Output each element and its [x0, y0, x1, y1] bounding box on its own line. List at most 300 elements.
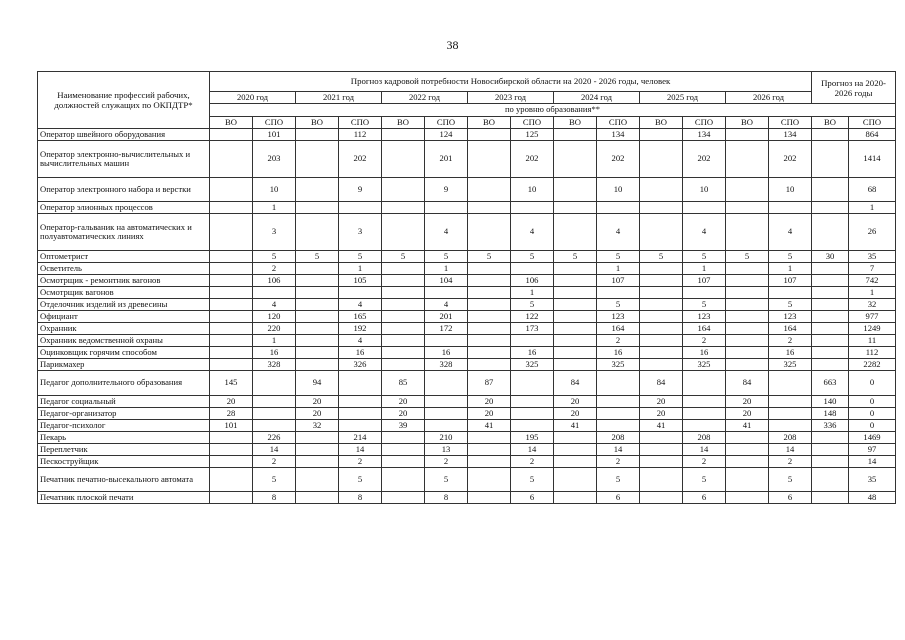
value-spo: 13 [425, 444, 468, 456]
value-vo [812, 347, 849, 359]
value-vo [554, 444, 597, 456]
value-spo: 10 [683, 178, 726, 202]
value-spo: 122 [511, 311, 554, 323]
value-spo: 16 [683, 347, 726, 359]
value-spo: 208 [769, 432, 812, 444]
value-spo: 326 [339, 359, 382, 371]
value-vo [210, 299, 253, 311]
value-vo [554, 202, 597, 214]
value-spo: 6 [511, 492, 554, 504]
value-spo: 201 [425, 311, 468, 323]
value-spo: 123 [597, 311, 640, 323]
value-spo [769, 371, 812, 396]
value-spo [511, 408, 554, 420]
value-spo: 220 [253, 323, 296, 335]
value-spo: 328 [253, 359, 296, 371]
value-vo [640, 214, 683, 251]
value-spo: 9 [339, 178, 382, 202]
value-vo [468, 299, 511, 311]
value-vo [468, 129, 511, 141]
profession-name: Педагог дополнительного образования [38, 371, 210, 396]
value-spo: 16 [511, 347, 554, 359]
value-vo [210, 335, 253, 347]
value-spo [253, 371, 296, 396]
value-vo [640, 141, 683, 178]
value-spo: 2 [597, 335, 640, 347]
value-vo [812, 444, 849, 456]
value-spo: 4 [425, 214, 468, 251]
value-vo [468, 444, 511, 456]
value-vo [726, 456, 769, 468]
value-vo [726, 492, 769, 504]
value-vo [296, 323, 339, 335]
value-vo [210, 444, 253, 456]
value-spo: 3 [339, 214, 382, 251]
value-spo: 124 [425, 129, 468, 141]
value-vo [296, 432, 339, 444]
value-vo [382, 129, 425, 141]
value-vo [382, 359, 425, 371]
value-spo: 35 [849, 251, 896, 263]
header-spo: СПО [597, 117, 640, 129]
header-total-title: Прогноз на 2020-2026 годы [812, 72, 896, 104]
value-spo: 5 [425, 251, 468, 263]
value-spo: 5 [769, 299, 812, 311]
value-vo: 94 [296, 371, 339, 396]
value-vo [382, 335, 425, 347]
value-spo [769, 396, 812, 408]
value-vo [468, 178, 511, 202]
value-vo: 5 [726, 251, 769, 263]
profession-name: Пескоструйщик [38, 456, 210, 468]
value-spo: 5 [683, 299, 726, 311]
value-vo [468, 214, 511, 251]
value-vo [640, 468, 683, 492]
value-vo: 101 [210, 420, 253, 432]
value-vo [640, 335, 683, 347]
value-spo [339, 371, 382, 396]
value-spo: 5 [769, 251, 812, 263]
value-spo: 2 [597, 456, 640, 468]
value-vo [296, 444, 339, 456]
table-row [38, 141, 896, 178]
value-spo: 5 [597, 299, 640, 311]
header-spo: СПО [339, 117, 382, 129]
table-row [38, 214, 896, 251]
value-vo [210, 251, 253, 263]
value-spo: 11 [849, 335, 896, 347]
value-spo: 5 [597, 251, 640, 263]
value-vo: 20 [210, 396, 253, 408]
value-vo [726, 287, 769, 299]
value-spo: 1249 [849, 323, 896, 335]
value-vo [382, 432, 425, 444]
value-spo: 325 [511, 359, 554, 371]
value-spo: 1 [253, 335, 296, 347]
value-spo: 2 [425, 456, 468, 468]
value-spo [769, 287, 812, 299]
value-spo [597, 371, 640, 396]
value-spo [769, 420, 812, 432]
value-vo [296, 275, 339, 287]
profession-name: Переплетчик [38, 444, 210, 456]
value-spo: 202 [511, 141, 554, 178]
value-spo: 742 [849, 275, 896, 287]
value-vo [468, 141, 511, 178]
value-spo [339, 420, 382, 432]
table-row [38, 263, 896, 275]
value-spo: 1 [683, 263, 726, 275]
value-vo: 28 [210, 408, 253, 420]
value-spo [597, 202, 640, 214]
value-spo: 1 [849, 287, 896, 299]
value-vo [812, 311, 849, 323]
value-vo [640, 178, 683, 202]
table-row [38, 287, 896, 299]
profession-name: Педагог-психолог [38, 420, 210, 432]
value-vo: 20 [296, 408, 339, 420]
value-spo [683, 396, 726, 408]
value-spo: 164 [683, 323, 726, 335]
value-vo [296, 202, 339, 214]
table-row [38, 347, 896, 359]
value-vo [726, 263, 769, 275]
header-education-level: по уровню образования** [210, 104, 896, 117]
value-vo [812, 214, 849, 251]
value-vo [210, 141, 253, 178]
value-spo: 2 [511, 456, 554, 468]
value-spo [683, 408, 726, 420]
profession-name: Оператор швейного оборудования [38, 129, 210, 141]
value-vo [554, 214, 597, 251]
value-spo: 1 [425, 263, 468, 275]
value-vo [812, 492, 849, 504]
value-spo: 202 [597, 141, 640, 178]
value-spo: 325 [769, 359, 812, 371]
value-vo: 20 [468, 408, 511, 420]
value-spo [769, 202, 812, 214]
value-spo: 0 [849, 396, 896, 408]
value-spo [683, 420, 726, 432]
value-vo: 84 [554, 371, 597, 396]
value-spo: 226 [253, 432, 296, 444]
value-vo [382, 263, 425, 275]
value-vo [726, 202, 769, 214]
profession-name: Оператор электронного набора и верстки [38, 178, 210, 202]
value-vo [640, 347, 683, 359]
value-spo [339, 287, 382, 299]
value-spo [511, 371, 554, 396]
value-vo [382, 287, 425, 299]
value-vo: 20 [640, 408, 683, 420]
value-vo: 84 [640, 371, 683, 396]
value-vo [640, 311, 683, 323]
value-spo: 4 [253, 299, 296, 311]
value-vo: 20 [554, 408, 597, 420]
value-spo [597, 287, 640, 299]
header-year: 2023 год [468, 92, 554, 104]
value-vo [640, 129, 683, 141]
value-vo [296, 359, 339, 371]
value-spo: 0 [849, 420, 896, 432]
value-spo: 5 [769, 468, 812, 492]
value-vo [812, 359, 849, 371]
value-vo [468, 335, 511, 347]
value-vo: 145 [210, 371, 253, 396]
value-spo [425, 408, 468, 420]
value-spo: 4 [511, 214, 554, 251]
table-row [38, 178, 896, 202]
value-vo [554, 359, 597, 371]
value-vo [812, 202, 849, 214]
value-vo [210, 287, 253, 299]
table-row [38, 251, 896, 263]
value-vo [554, 311, 597, 323]
value-spo [253, 396, 296, 408]
value-spo: 10 [769, 178, 812, 202]
table-row [38, 456, 896, 468]
value-vo [812, 287, 849, 299]
value-vo [382, 444, 425, 456]
value-vo [554, 287, 597, 299]
value-spo [597, 396, 640, 408]
value-spo: 977 [849, 311, 896, 323]
value-spo: 6 [597, 492, 640, 504]
value-vo [726, 275, 769, 287]
value-spo: 6 [683, 492, 726, 504]
value-spo: 4 [769, 214, 812, 251]
value-vo [296, 214, 339, 251]
value-vo [210, 214, 253, 251]
profession-name: Оцинковщик горячим способом [38, 347, 210, 359]
value-spo [339, 202, 382, 214]
value-vo [296, 347, 339, 359]
value-vo [726, 432, 769, 444]
value-spo: 864 [849, 129, 896, 141]
value-spo: 112 [849, 347, 896, 359]
value-vo [640, 456, 683, 468]
table-row [38, 335, 896, 347]
value-vo [296, 456, 339, 468]
value-vo [726, 299, 769, 311]
table-row [38, 468, 896, 492]
value-spo: 10 [597, 178, 640, 202]
value-spo: 173 [511, 323, 554, 335]
value-spo [683, 287, 726, 299]
value-vo: 20 [382, 408, 425, 420]
value-vo [554, 299, 597, 311]
value-vo [468, 275, 511, 287]
value-vo: 20 [554, 396, 597, 408]
value-spo: 164 [769, 323, 812, 335]
profession-name: Печатник плоской печати [38, 492, 210, 504]
value-spo [339, 396, 382, 408]
value-vo [468, 468, 511, 492]
value-spo: 1414 [849, 141, 896, 178]
value-spo [425, 371, 468, 396]
value-vo [210, 323, 253, 335]
value-vo [468, 202, 511, 214]
value-spo [511, 335, 554, 347]
value-spo [425, 287, 468, 299]
value-vo [726, 359, 769, 371]
value-vo [468, 492, 511, 504]
table-row [38, 432, 896, 444]
value-vo [468, 456, 511, 468]
value-spo: 6 [769, 492, 812, 504]
profession-name: Оператор электронно-вычислительных и вычислительных машин [38, 141, 210, 178]
value-spo: 5 [683, 468, 726, 492]
value-vo [210, 263, 253, 275]
value-vo [468, 432, 511, 444]
value-vo: 41 [726, 420, 769, 432]
value-spo: 210 [425, 432, 468, 444]
value-vo [382, 323, 425, 335]
value-vo: 663 [812, 371, 849, 396]
value-vo [812, 178, 849, 202]
value-vo [468, 287, 511, 299]
value-spo: 107 [597, 275, 640, 287]
value-spo: 4 [425, 299, 468, 311]
value-spo: 68 [849, 178, 896, 202]
value-spo: 3 [253, 214, 296, 251]
value-vo: 20 [296, 396, 339, 408]
value-vo [554, 432, 597, 444]
value-vo [640, 299, 683, 311]
value-vo [726, 129, 769, 141]
value-spo: 2 [683, 335, 726, 347]
value-vo [640, 323, 683, 335]
value-spo [511, 420, 554, 432]
value-spo [425, 202, 468, 214]
table-row [38, 311, 896, 323]
value-vo: 5 [554, 251, 597, 263]
profession-name: Оператор элионных процессов [38, 202, 210, 214]
value-vo: 32 [296, 420, 339, 432]
value-vo: 5 [640, 251, 683, 263]
value-spo: 35 [849, 468, 896, 492]
value-vo [468, 347, 511, 359]
profession-name: Официант [38, 311, 210, 323]
header-forecast-title: Прогноз кадровой потребности Новосибирской области на 2020 - 2026 годы, человек [210, 72, 812, 92]
value-spo: 2 [253, 263, 296, 275]
value-spo: 134 [683, 129, 726, 141]
value-spo: 5 [339, 468, 382, 492]
value-vo [726, 141, 769, 178]
profession-name: Оператор-гальваник на автоматических и полуавтоматических линиях [38, 214, 210, 251]
value-vo: 87 [468, 371, 511, 396]
value-spo: 4 [597, 214, 640, 251]
value-spo: 2 [339, 456, 382, 468]
value-vo [554, 468, 597, 492]
value-spo: 5 [253, 251, 296, 263]
value-spo: 134 [597, 129, 640, 141]
value-spo: 203 [253, 141, 296, 178]
value-spo: 5 [425, 468, 468, 492]
value-vo: 5 [296, 251, 339, 263]
value-vo [640, 287, 683, 299]
value-spo: 101 [253, 129, 296, 141]
value-vo [554, 275, 597, 287]
value-vo: 20 [726, 396, 769, 408]
value-vo [296, 335, 339, 347]
value-vo: 140 [812, 396, 849, 408]
profession-name: Оптометрист [38, 251, 210, 263]
value-spo: 106 [511, 275, 554, 287]
value-spo [425, 335, 468, 347]
value-vo [726, 444, 769, 456]
value-vo [640, 359, 683, 371]
value-vo [296, 129, 339, 141]
header-vo: ВО [554, 117, 597, 129]
value-vo [812, 299, 849, 311]
value-vo: 5 [382, 251, 425, 263]
value-vo [726, 347, 769, 359]
header-spo: СПО [769, 117, 812, 129]
value-vo [812, 456, 849, 468]
value-spo [683, 371, 726, 396]
profession-name: Охранник [38, 323, 210, 335]
staffing-forecast-table [37, 71, 896, 504]
header-vo: ВО [210, 117, 253, 129]
profession-name: Охранник ведомственной охраны [38, 335, 210, 347]
value-spo [769, 408, 812, 420]
value-spo: 5 [511, 468, 554, 492]
value-spo: 134 [769, 129, 812, 141]
value-spo: 10 [253, 178, 296, 202]
value-vo: 20 [640, 396, 683, 408]
value-spo: 14 [339, 444, 382, 456]
value-vo [296, 141, 339, 178]
value-vo [210, 456, 253, 468]
value-spo: 0 [849, 408, 896, 420]
value-spo: 8 [253, 492, 296, 504]
header-year: 2024 год [554, 92, 640, 104]
value-spo: 208 [597, 432, 640, 444]
value-vo [296, 263, 339, 275]
value-vo [812, 263, 849, 275]
value-spo: 105 [339, 275, 382, 287]
value-spo: 14 [849, 456, 896, 468]
value-spo [425, 396, 468, 408]
value-spo: 1 [597, 263, 640, 275]
table-body [38, 129, 896, 504]
value-vo: 39 [382, 420, 425, 432]
value-vo [726, 323, 769, 335]
value-spo: 8 [425, 492, 468, 504]
value-vo: 5 [468, 251, 511, 263]
value-spo: 107 [683, 275, 726, 287]
value-spo: 201 [425, 141, 468, 178]
value-vo [812, 275, 849, 287]
table-row [38, 396, 896, 408]
value-vo [382, 468, 425, 492]
value-spo: 1 [769, 263, 812, 275]
value-vo [554, 141, 597, 178]
value-spo: 1 [253, 202, 296, 214]
value-spo: 5 [511, 299, 554, 311]
header-vo: ВО [468, 117, 511, 129]
value-spo: 5 [597, 468, 640, 492]
profession-name: Осмотрщик вагонов [38, 287, 210, 299]
header-spo: СПО [425, 117, 468, 129]
value-spo [511, 396, 554, 408]
profession-name: Пекарь [38, 432, 210, 444]
header-vo: ВО [726, 117, 769, 129]
value-spo: 1 [849, 202, 896, 214]
value-spo [253, 420, 296, 432]
value-vo: 41 [554, 420, 597, 432]
